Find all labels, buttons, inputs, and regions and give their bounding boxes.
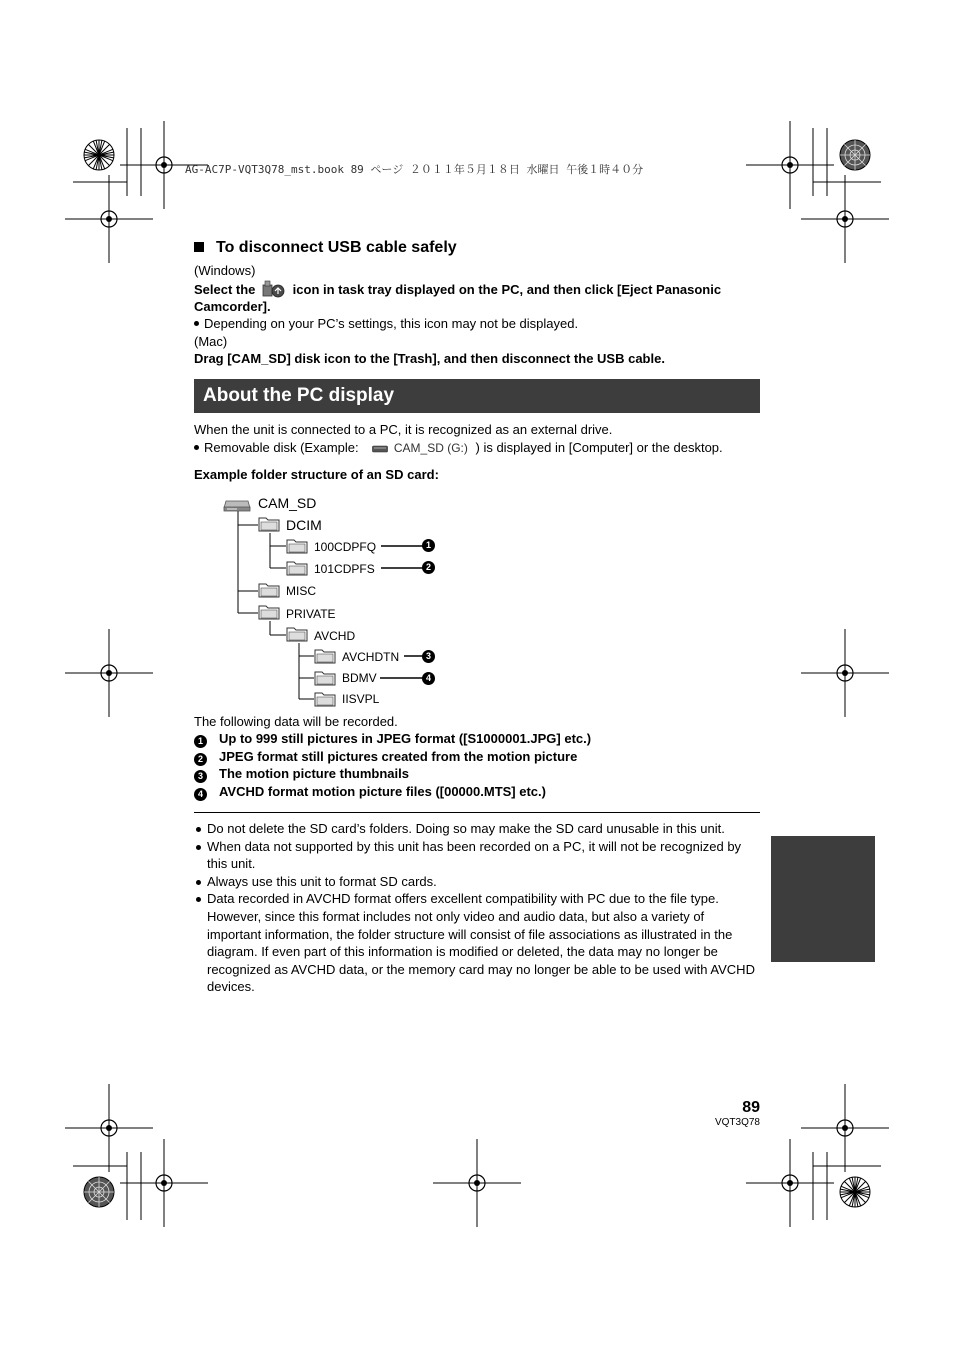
recorded-item-4 — [194, 783, 546, 801]
document-code: VQT3Q78 — [714, 1117, 760, 1128]
note-item — [194, 890, 760, 996]
tree-avchd-label: AVCHD — [314, 629, 356, 643]
tree-avchdtn-label: AVCHDTN — [342, 650, 400, 664]
marker-4: 4 — [194, 788, 207, 801]
recorded-item-text: Up to 999 still pictures in JPEG format ([S1000001.JPG] etc.) — [219, 731, 592, 746]
pc-display-intro: When the unit is connected to a PC, it is recognized as an external drive. — [194, 422, 613, 437]
chapter-side-tab — [771, 836, 875, 962]
marker-2: 2 — [422, 561, 435, 574]
marker-1: 1 — [194, 735, 207, 748]
notes-list — [194, 820, 764, 996]
tree-iisvpl-label: IISVPL — [342, 692, 380, 706]
removable-before: Removable disk (Example: — [204, 440, 359, 455]
removable-after: ) is displayed in [Computer] or the desktop. — [475, 440, 723, 455]
print-header: AG-AC7P-VQT3Q78_mst.book 89 ページ ２０１１年５月１８日 水曜日 午後１時４０分 — [185, 163, 644, 176]
removable-drive-label: CAM_SD (G:) — [393, 441, 468, 455]
note-text: Do not delete the SD card’s folders. Doing so may make the SD card unusable in this unit. — [207, 821, 725, 836]
tree-101cdpfs-label: 101CDPFS — [314, 562, 375, 576]
tree-100cdpfq-label: 100CDPFQ — [314, 540, 377, 554]
marker-4: 4 — [422, 672, 435, 685]
tree-misc-label: MISC — [286, 584, 316, 598]
folder-icon — [286, 538, 308, 553]
folder-icon — [258, 516, 280, 531]
tree-dcim-label: DCIM — [286, 517, 322, 533]
pc-display-heading: About the PC display — [194, 379, 760, 413]
recorded-item-text: JPEG format still pictures created from the motion picture — [219, 749, 578, 764]
windows-note-text: Depending on your PC’s settings, this icon may not be displayed. — [204, 316, 579, 331]
recorded-item-3 — [194, 765, 409, 783]
bullet-icon — [196, 845, 201, 850]
mac-label: (Mac) — [194, 334, 228, 349]
folder-structure-title: Example folder structure of an SD card: — [194, 467, 439, 482]
windows-instruction-line2: Camcorder]. — [194, 299, 271, 314]
folder-icon — [258, 604, 280, 619]
sd-drive-icon — [223, 496, 251, 512]
note-item — [194, 873, 764, 891]
note-text: When data not supported by this unit has been recorded on a PC, it will not be recognized by this unit. — [207, 838, 742, 872]
windows-instruction-after: icon in task tray displayed on the PC, and then click [Eject Panasonic — [292, 282, 722, 297]
folder-icon — [314, 648, 336, 663]
folder-icon — [286, 626, 308, 641]
mac-instruction: Drag [CAM_SD] disk icon to the [Trash], and then disconnect the USB cable. — [194, 351, 665, 366]
recorded-item-2 — [194, 748, 577, 766]
folder-icon — [314, 670, 336, 685]
recorded-data-intro: The following data will be recorded. — [194, 714, 398, 729]
tree-root-label: CAM_SD — [258, 495, 317, 511]
bullet-icon — [196, 880, 201, 885]
marker-2: 2 — [194, 753, 207, 766]
bullet-icon — [196, 897, 201, 902]
note-item — [194, 838, 760, 873]
marker-3: 3 — [422, 650, 435, 663]
folder-icon — [314, 691, 336, 706]
page-number: 89 — [742, 1099, 760, 1116]
folder-icon — [258, 582, 280, 597]
folder-icon — [286, 560, 308, 575]
recorded-item-text: The motion picture thumbnails — [219, 766, 409, 781]
section-divider — [194, 812, 760, 813]
marker-3: 3 — [194, 770, 207, 783]
recorded-item-1 — [194, 730, 591, 748]
tree-private-label: PRIVATE — [286, 607, 336, 621]
note-item — [194, 820, 764, 838]
windows-instruction-before: Select the — [194, 282, 256, 297]
recorded-item-text: AVCHD format motion picture files ([00000.MTS] etc.) — [219, 784, 546, 799]
note-text: Always use this unit to format SD cards. — [207, 873, 437, 889]
tree-bdmv-label: BDMV — [342, 671, 377, 685]
windows-label: (Windows) — [194, 263, 256, 278]
usb-section-title-text: To disconnect USB cable safely — [216, 239, 457, 256]
marker-1: 1 — [422, 539, 435, 552]
bullet-icon — [196, 827, 201, 832]
note-text: Data recorded in AVCHD format offers excellent compatibility with PC due to the file type. However, since this format includes not only video and audio data, but also a variety of important information, the folder structure will consist of file associations as illustrated in the diagram. If even part of this information is modified or deleted, the data may no longer be recognized as AVCHD data, or the memory card may no longer be able to be used with AVCHD devices. — [207, 891, 755, 995]
